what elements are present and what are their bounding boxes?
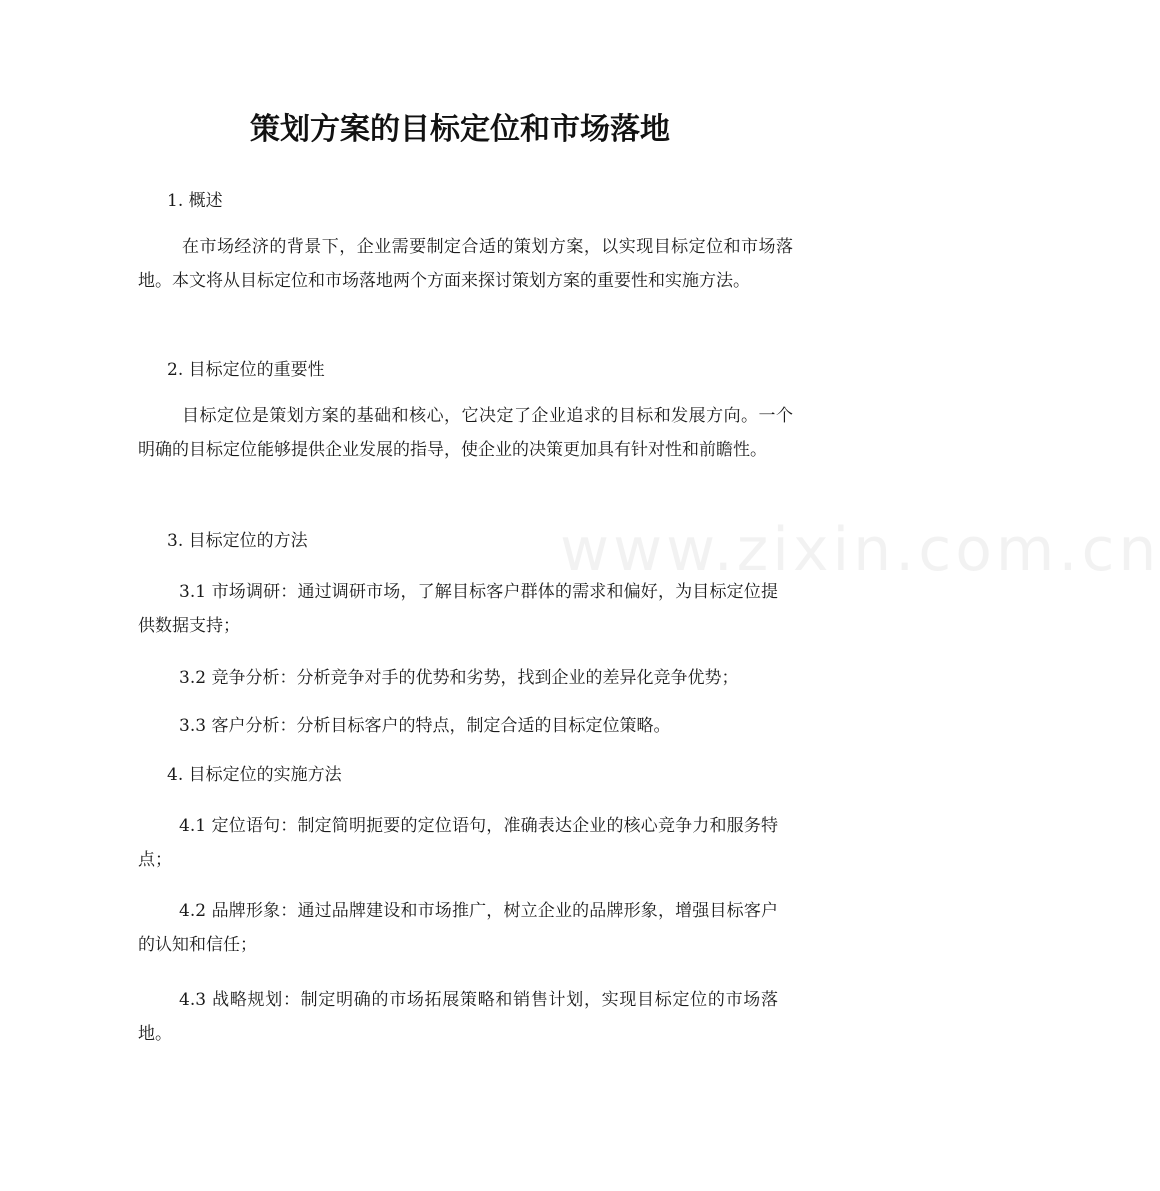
section-heading: 2. 目标定位的重要性 bbox=[167, 360, 325, 380]
paragraph: 在市场经济的背景下，企业需要制定合适的策划方案，以实现目标定位和市场落地。本文将从目标定位和市场落地两个方面来探讨策划方案的重要性和实施方法。 bbox=[138, 237, 793, 291]
paragraph: 3.1 市场调研：通过调研市场，了解目标客户群体的需求和偏好，为目标定位提供数据支持； bbox=[138, 582, 778, 636]
watermark: www.zixin.com.cn bbox=[560, 515, 1160, 585]
document-title: 策划方案的目标定位和市场落地 bbox=[250, 112, 670, 147]
paragraph: 3.3 客户分析：分析目标客户的特点，制定合适的目标定位策略。 bbox=[179, 716, 671, 736]
paragraph: 3.2 竞争分析：分析竞争对手的优势和劣势，找到企业的差异化竞争优势； bbox=[179, 668, 739, 688]
paragraph: 4.1 定位语句：制定简明扼要的定位语句，准确表达企业的核心竞争力和服务特点； bbox=[138, 816, 778, 870]
paragraph: 4.3 战略规划：制定明确的市场拓展策略和销售计划，实现目标定位的市场落地。 bbox=[138, 990, 778, 1044]
section-heading: 4. 目标定位的实施方法 bbox=[167, 765, 342, 785]
section-heading: 3. 目标定位的方法 bbox=[167, 531, 308, 551]
section-heading: 1. 概述 bbox=[167, 191, 223, 211]
paragraph: 目标定位是策划方案的基础和核心，它决定了企业追求的目标和发展方向。一个明确的目标定位能够提供企业发展的指导，使企业的决策更加具有针对性和前瞻性。 bbox=[138, 406, 793, 460]
paragraph: 4.2 品牌形象：通过品牌建设和市场推广，树立企业的品牌形象，增强目标客户的认知和信任； bbox=[138, 901, 778, 955]
